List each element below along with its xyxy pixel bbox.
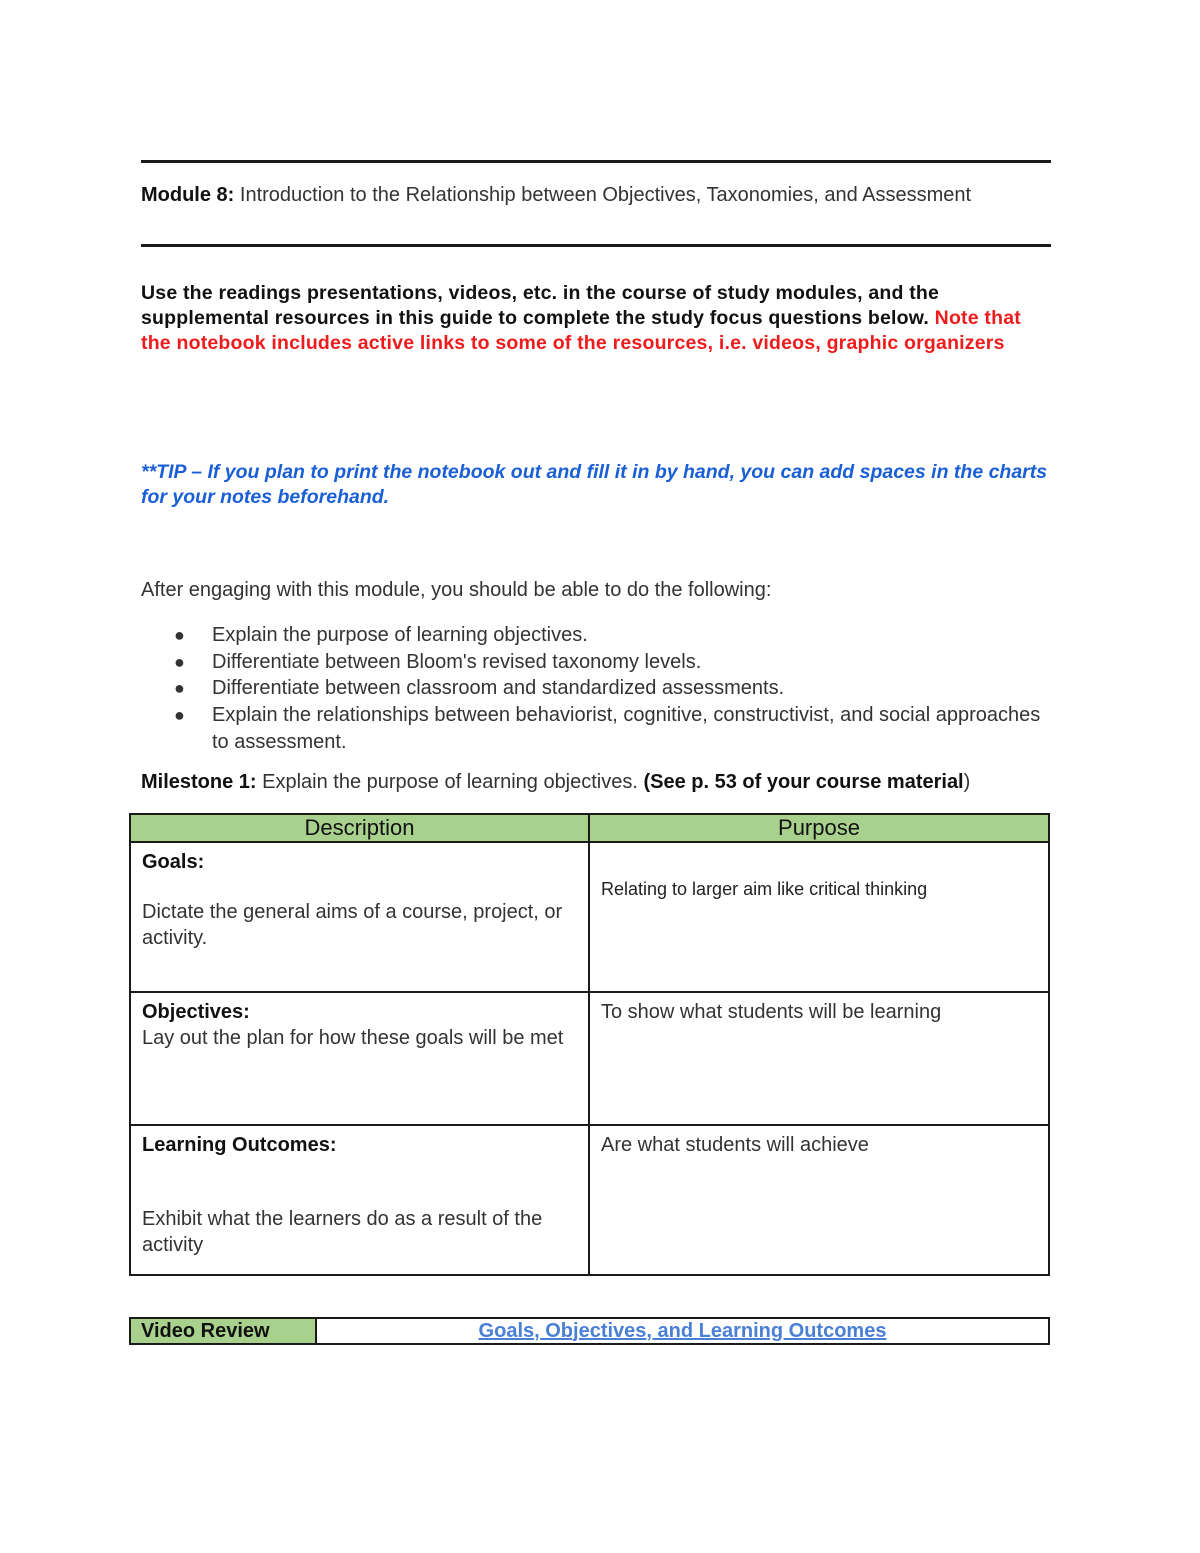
milestone-close: ) (963, 771, 971, 793)
bottom-divider (141, 244, 1051, 247)
description-cell (130, 1125, 589, 1275)
bullet-icon: ● (174, 705, 185, 726)
column-header-purpose: Purpose (589, 814, 1049, 842)
list-item (141, 675, 1041, 702)
module-label: Module 8: (141, 184, 235, 206)
video-review-label: Video Review (130, 1318, 316, 1344)
milestone-reference: (See p. 53 of your course material (643, 771, 964, 793)
row-description: Exhibit what the learners do as a result of the activity (142, 1208, 543, 1256)
purpose-cell[interactable] (589, 842, 1049, 992)
module-heading (141, 184, 971, 207)
list-item-text: Differentiate between Bloom's revised taxonomy levels. (212, 650, 702, 673)
row-title: Goals: (142, 851, 205, 873)
video-link-cell (316, 1318, 1049, 1344)
list-item-text: Explain the purpose of learning objectives. (212, 624, 588, 646)
milestone-table (129, 813, 1050, 1276)
instructions-text: Use the readings presentations, videos, etc. in the course of study modules, and the supplemental resources in this guide to complete the study focus questions below. (141, 282, 940, 329)
row-title: Objectives: (142, 1001, 250, 1023)
video-review-table (129, 1317, 1050, 1345)
row-purpose: Relating to larger aim like critical thinking (601, 879, 928, 899)
table-row (130, 842, 1049, 992)
objectives-intro: After engaging with this module, you should be able to do the following: (141, 579, 772, 601)
purpose-cell[interactable] (589, 1125, 1049, 1275)
list-item-text: Explain the relationships between behaviorist, cognitive, constructivist, and social approaches to assessment. (212, 704, 1041, 753)
bullet-icon: ● (174, 678, 185, 699)
list-item (141, 649, 1041, 676)
milestone-heading (141, 771, 970, 794)
milestone-label: Milestone 1: (141, 771, 257, 793)
row-purpose: Are what students will achieve (601, 1134, 869, 1156)
table-row (130, 992, 1049, 1125)
list-item-text: Differentiate between classroom and standardized assessments. (212, 677, 785, 700)
description-cell (130, 842, 589, 992)
instructions-paragraph (141, 281, 1056, 356)
row-description: Lay out the plan for how these goals will be met (142, 1027, 564, 1049)
purpose-cell[interactable] (589, 992, 1049, 1125)
bullet-icon: ● (174, 625, 185, 645)
top-divider (141, 160, 1051, 163)
tip-text: **TIP – If you plan to print the notebook out and fill it in by hand, you can add spaces in the charts for your notes beforehand. (141, 461, 1048, 508)
table-row (130, 1125, 1049, 1275)
instructions-note: Note that the notebook includes active links to some of the resources, i.e. videos, graphic organizers (141, 307, 1021, 354)
row-purpose: To show what students will be learning (601, 1001, 942, 1023)
column-header-description: Description (130, 814, 589, 842)
milestone-text: Explain the purpose of learning objectives. (262, 771, 638, 793)
row-description: Dictate the general aims of a course, project, or activity. (142, 901, 563, 949)
description-cell (130, 992, 589, 1125)
row-title: Learning Outcomes: (142, 1134, 337, 1156)
list-item (141, 702, 1041, 755)
video-link[interactable]: Goals, Objectives, and Learning Outcomes (478, 1319, 887, 1342)
module-title: Introduction to the Relationship between Objectives, Taxonomies, and Assessment (239, 184, 972, 206)
bullet-icon: ● (174, 651, 185, 672)
objectives-list (141, 622, 1041, 756)
list-item (141, 622, 1041, 649)
